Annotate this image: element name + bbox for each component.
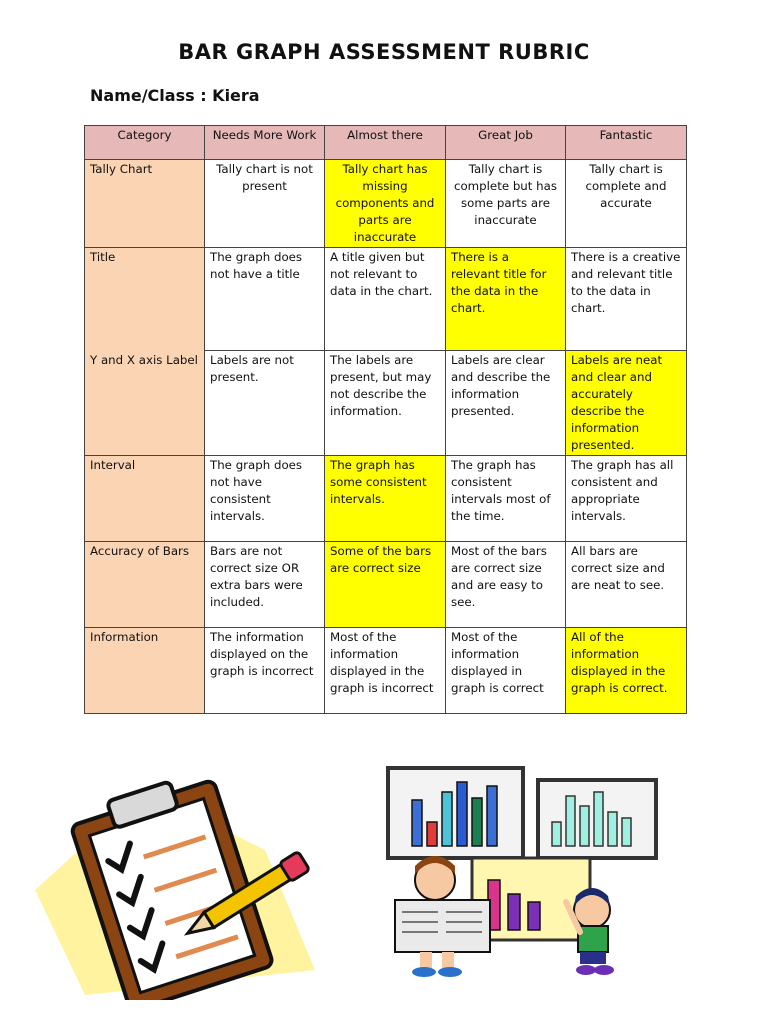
rubric-cell-highlighted: The graph has some consistent intervals. bbox=[325, 456, 446, 542]
rubric-table bbox=[84, 125, 687, 714]
rubric-cell-highlighted: Labels are neat and clear and accurately describe the information presented. bbox=[566, 351, 687, 456]
rubric-cell: A title given but not relevant to data in the chart. bbox=[325, 248, 446, 351]
table-row bbox=[85, 248, 687, 351]
rubric-cell: Most of the bars are correct size and are easy to see. bbox=[446, 542, 566, 628]
rubric-cell-highlighted: Tally chart has missing components and parts are inaccurate bbox=[325, 160, 446, 248]
rubric-cell: All bars are correct size and are neat to see. bbox=[566, 542, 687, 628]
table-header-row bbox=[85, 126, 687, 160]
header-needs-more-work: Needs More Work bbox=[205, 126, 325, 160]
rubric-cell: Most of the information displayed in the graph is incorrect bbox=[325, 628, 446, 714]
header-almost-there: Almost there bbox=[325, 126, 446, 160]
rubric-cell: The graph does not have consistent intervals. bbox=[205, 456, 325, 542]
header-great-job: Great Job bbox=[446, 126, 566, 160]
category-cell: Interval bbox=[85, 456, 205, 542]
rubric-cell-highlighted: All of the information displayed in the graph is correct. bbox=[566, 628, 687, 714]
rubric-cell: Tally chart is complete and accurate bbox=[566, 160, 687, 248]
rubric-cell: The labels are present, but may not describe the information. bbox=[325, 351, 446, 456]
children-with-bar-charts-clipart bbox=[380, 762, 670, 982]
rubric-cell: Bars are not correct size OR extra bars were included. bbox=[205, 542, 325, 628]
rubric-cell: The graph has consistent intervals most of the time. bbox=[446, 456, 566, 542]
rubric-cell-highlighted: There is a relevant title for the data in the chart. bbox=[446, 248, 566, 351]
name-class-line: Name/Class : Kiera bbox=[90, 86, 260, 105]
category-cell: Y and X axis Label bbox=[85, 351, 205, 456]
rubric-cell-highlighted: Some of the bars are correct size bbox=[325, 542, 446, 628]
newspaper bbox=[395, 900, 490, 952]
rubric-cell: There is a creative and relevant title to the data in chart. bbox=[566, 248, 687, 351]
table-row bbox=[85, 628, 687, 714]
page-title: BAR GRAPH ASSESSMENT RUBRIC bbox=[178, 40, 590, 64]
category-cell: Title bbox=[85, 248, 205, 351]
header-fantastic: Fantastic bbox=[566, 126, 687, 160]
category-cell: Information bbox=[85, 628, 205, 714]
rubric-cell: Tally chart is not present bbox=[205, 160, 325, 248]
rubric-cell: The graph has all consistent and appropriate intervals. bbox=[566, 456, 687, 542]
table-row bbox=[85, 351, 687, 456]
rubric-cell: Labels are clear and describe the information presented. bbox=[446, 351, 566, 456]
category-cell: Tally Chart bbox=[85, 160, 205, 248]
rubric-cell: The graph does not have a title bbox=[205, 248, 325, 351]
bar-chart-board-left bbox=[388, 768, 523, 858]
rubric-cell: Tally chart is complete but has some parts are inaccurate bbox=[446, 160, 566, 248]
clipboard-checklist-clipart bbox=[25, 770, 325, 1000]
table-row bbox=[85, 160, 687, 248]
rubric-cell: Labels are not present. bbox=[205, 351, 325, 456]
table-row bbox=[85, 542, 687, 628]
category-cell: Accuracy of Bars bbox=[85, 542, 205, 628]
header-category: Category bbox=[85, 126, 205, 160]
rubric-cell: Most of the information displayed in graph is correct bbox=[446, 628, 566, 714]
rubric-cell: The information displayed on the graph is incorrect bbox=[205, 628, 325, 714]
table-row bbox=[85, 456, 687, 542]
